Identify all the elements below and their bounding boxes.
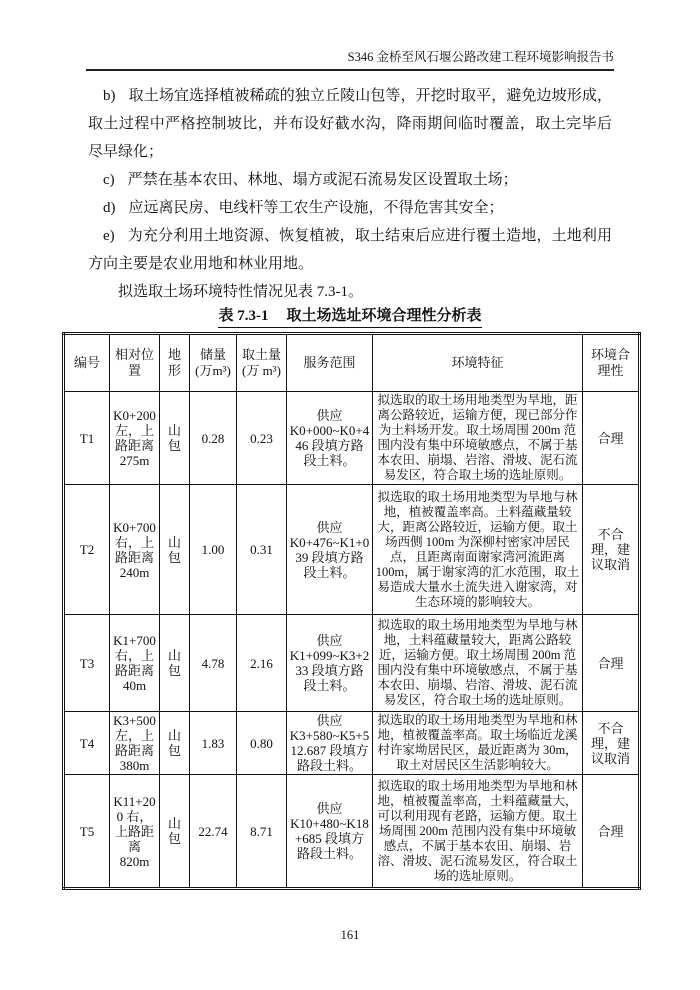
table-header-row bbox=[64, 334, 640, 392]
cell-id: T5 bbox=[64, 775, 110, 889]
paragraph-e-label: e) bbox=[103, 228, 115, 244]
cell-service: 供应 K3+580~K5+512.687 段填方路段土料。 bbox=[287, 712, 373, 775]
cell-features: 拟选取的取土场用地类型为旱地和林地，植被覆盖率高，土料蕴藏量大，可以利用现有老路，运输方便。取土场周围 200m 范围内没有集中环境敏感点，不属于基本农田、崩塌、岩溶、滑坡、泥石流易发区，符合取土场的选址原则。 bbox=[373, 775, 583, 889]
col-header-extraction: 取土量 (万 m³) bbox=[237, 334, 287, 392]
cell-position: K1+700 右，上路距离 40m bbox=[110, 615, 160, 712]
cell-extraction: 0.23 bbox=[237, 392, 287, 485]
paragraph-d-text: 应远离民房、电线杆等工农生产设施，不得危害其安全； bbox=[128, 200, 504, 216]
cell-features: 拟选取的取土场用地类型为旱地与林地，土料蕴藏量较大，距离公路较近，运输方便。取土场周围 200m 范围内没有集中环境敏感点，不属于基本农田、崩塌、岩溶、滑坡、泥石流易发区，符合取土场的选址原则。 bbox=[373, 615, 583, 712]
table-row-t4 bbox=[64, 712, 640, 775]
cell-service: 供应 K0+000~K0+446 段填方路段土料。 bbox=[287, 392, 373, 485]
cell-position: K3+500 左，上路距离 380m bbox=[110, 712, 160, 775]
table-caption-label: 表 7.3-1 bbox=[218, 308, 269, 324]
cell-reserve: 4.78 bbox=[190, 615, 237, 712]
table-row-t3 bbox=[64, 615, 640, 712]
col-header-id: 编号 bbox=[64, 334, 110, 392]
cell-features: 拟选取的取土场用地类型为旱地，距离公路较近，运输方便，现已部分作为土料场开发。取土场周围 200m 范围内没有集中环境敏感点，不属于基本农田、崩塌、岩溶、滑坡、泥石流易发区，符合取土场的选址原则。 bbox=[373, 392, 583, 485]
table-row-t2 bbox=[64, 485, 640, 615]
cell-id: T3 bbox=[64, 615, 110, 712]
paragraph-e-text: 为充分利用土地资源、恢复植被，取土结束后应进行覆土造地，土地利用方向主要是农业用地和林业用地。 bbox=[88, 228, 612, 272]
cell-service: 供应 K1+099~K3+233 段填方路段土料。 bbox=[287, 615, 373, 712]
page-number: 161 bbox=[340, 928, 360, 942]
cell-terrain: 山包 bbox=[160, 712, 190, 775]
borrow-site-analysis-table bbox=[62, 332, 641, 890]
paragraph-b-label: b) bbox=[103, 88, 116, 104]
cell-terrain: 山包 bbox=[160, 485, 190, 615]
running-header-title: S346 金桥至风石堰公路改建工程环境影响报告书 bbox=[347, 50, 614, 64]
paragraph-c bbox=[88, 166, 612, 194]
cell-id: T4 bbox=[64, 712, 110, 775]
cell-extraction: 0.31 bbox=[237, 485, 287, 615]
cell-rationality: 合理 bbox=[583, 775, 640, 889]
col-header-terrain: 地形 bbox=[160, 334, 190, 392]
paragraph-d-label: d) bbox=[103, 200, 116, 216]
running-header bbox=[86, 47, 614, 71]
col-header-reserve: 储量(万m³) bbox=[190, 334, 237, 392]
table-caption-title: 取土场选址环境合理性分析表 bbox=[286, 308, 482, 324]
body-text-block bbox=[88, 82, 612, 306]
table-row-t5 bbox=[64, 775, 640, 889]
cell-id: T1 bbox=[64, 392, 110, 485]
paragraph-e bbox=[88, 222, 612, 278]
col-header-rationality: 环境合理性 bbox=[583, 334, 640, 392]
cell-position: K0+700 右，上路距离 240m bbox=[110, 485, 160, 615]
paragraph-b bbox=[88, 82, 612, 166]
cell-service: 供应 K10+480~K18+685 段填方路段土料。 bbox=[287, 775, 373, 889]
table-row-t1 bbox=[64, 392, 640, 485]
cell-position: K11+200 右，上路距离 820m bbox=[110, 775, 160, 889]
cell-position: K0+200 左，上路距离 275m bbox=[110, 392, 160, 485]
cell-features: 拟选取的取土场用地类型为旱地和林地，植被覆盖率高。取土场临近龙溪村许家坳居民区，最近距离为 30m，取土对居民区生活影响较大。 bbox=[373, 712, 583, 775]
cell-rationality: 不合理，建议取消 bbox=[583, 712, 640, 775]
intro-paragraph: 拟选取土场环境特性情况见表 7.3-1。 bbox=[118, 284, 363, 300]
cell-features: 拟选取的取土场用地类型为旱地与林地，植被覆盖率高。土料蕴藏量较大，距离公路较近，运输方便。取土场西侧 100m 为深柳村密家冲居民点，且距离南面谢家湾河流距离 100m，属于谢家湾的汇水范围，取土易造成大量水土流失进入谢家湾，对生态环境的影响较大。 bbox=[373, 485, 583, 615]
cell-extraction: 0.80 bbox=[237, 712, 287, 775]
cell-terrain: 山包 bbox=[160, 775, 190, 889]
col-header-service: 服务范围 bbox=[287, 334, 373, 392]
cell-terrain: 山包 bbox=[160, 615, 190, 712]
cell-service: 供应 K0+476~K1+039 段填方路段土料。 bbox=[287, 485, 373, 615]
cell-reserve: 1.00 bbox=[190, 485, 237, 615]
cell-reserve: 22.74 bbox=[190, 775, 237, 889]
table-caption bbox=[0, 304, 700, 328]
cell-rationality: 不合理，建议取消 bbox=[583, 485, 640, 615]
cell-extraction: 8.71 bbox=[237, 775, 287, 889]
cell-rationality: 合理 bbox=[583, 615, 640, 712]
cell-reserve: 1.83 bbox=[190, 712, 237, 775]
col-header-position: 相对位置 bbox=[110, 334, 160, 392]
cell-extraction: 2.16 bbox=[237, 615, 287, 712]
cell-reserve: 0.28 bbox=[190, 392, 237, 485]
cell-id: T2 bbox=[64, 485, 110, 615]
paragraph-b-text: 取土场宜选择植被稀疏的独立丘陵山包等，开挖时取平，避免边坡形成，取土过程中严格控制坡比，并布设好截水沟，降雨期间临时覆盖，取土完毕后尽早绿化； bbox=[88, 88, 612, 160]
paragraph-d bbox=[88, 194, 612, 222]
paragraph-c-text: 严禁在基本农田、林地、塌方或泥石流易发区设置取土场； bbox=[127, 172, 518, 188]
cell-terrain: 山包 bbox=[160, 392, 190, 485]
col-header-features: 环境特征 bbox=[373, 334, 583, 392]
table-caption-inner bbox=[218, 304, 481, 328]
cell-rationality: 合理 bbox=[583, 392, 640, 485]
paragraph-c-label: c) bbox=[103, 172, 115, 188]
